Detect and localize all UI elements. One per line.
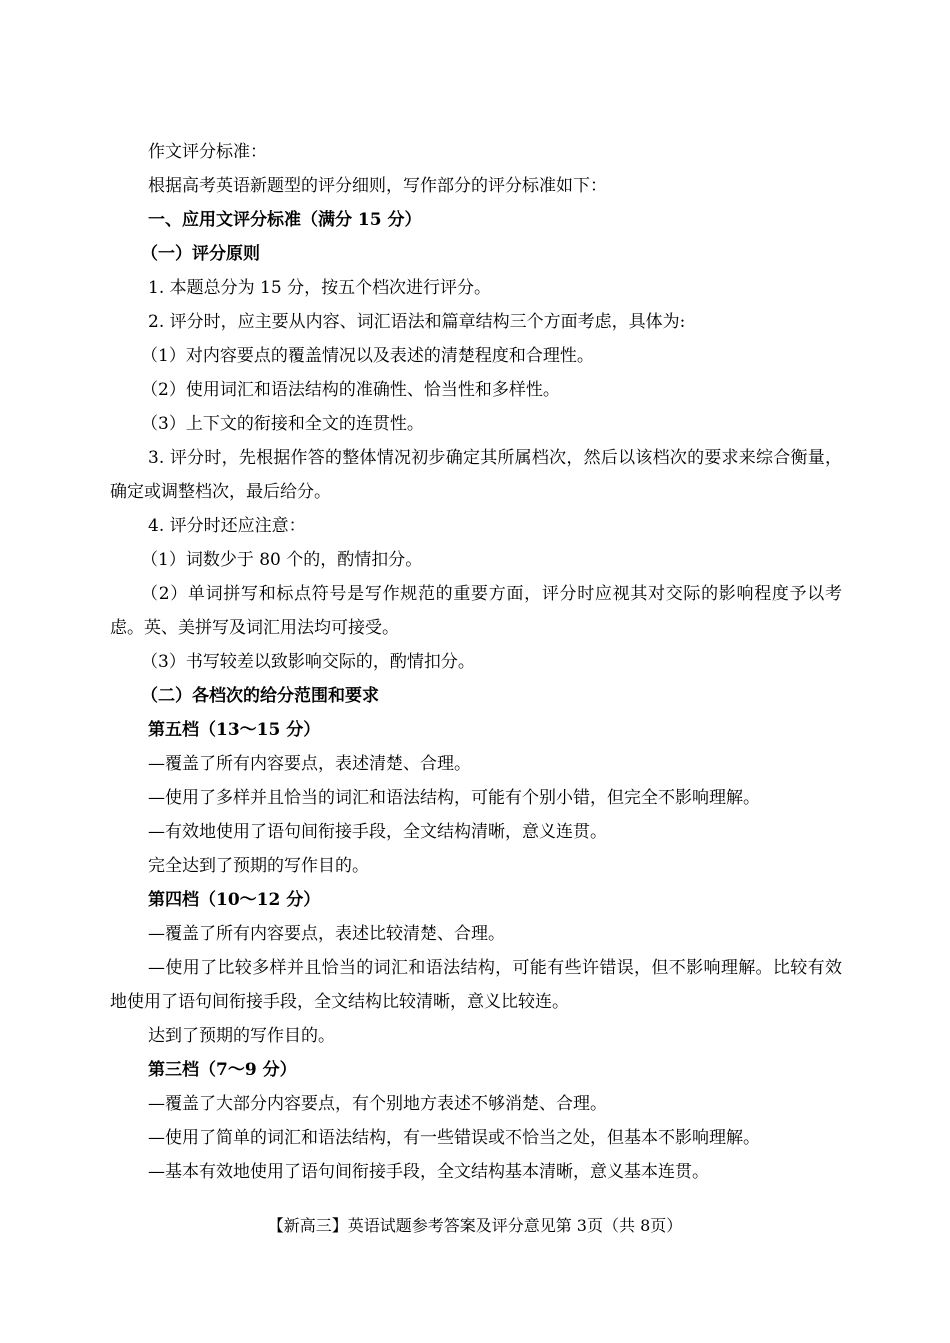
band-4-title: 第四档（10～12 分） [148,890,321,910]
principle-4-item-3: （3）书写较差以致影响交际的，酌情扣分。 [141,652,475,672]
principle-1: 1. 本题总分为 15 分，按五个档次进行评分。 [148,278,492,298]
principle-4-item-1: （1）词数少于 80 个的，酌情扣分。 [141,550,423,570]
principle-4: 4. 评分时还应注意： [148,516,306,536]
page-content [110,135,842,1189]
principle-2-item-1: （1）对内容要点的覆盖情况以及表述的清楚程度和合理性。 [141,346,594,366]
principle-4-item-2: （2）单词拼写和标点符号是写作规范的重要方面，评分时应视其对交际的影响程度予以考虑。英、美拼写及词汇用法均可接受。 [110,584,842,638]
principle-2: 2. 评分时，应主要从内容、词汇语法和篇章结构三个方面考虑，具体为: [148,312,686,332]
band-4-line-1: —覆盖了所有内容要点，表述比较清楚、合理。 [148,924,505,944]
band-3-title: 第三档（7～9 分） [148,1060,297,1080]
band-5-line-2: —使用了多样并且恰当的词汇和语法结构，可能有个别小错，但完全不影响理解。 [148,788,760,808]
band-3-line-2: —使用了简单的词汇和语法结构，有一些错误或不恰当之处，但基本不影响理解。 [148,1128,760,1148]
principle-2-item-2: （2）使用词汇和语法结构的准确性、恰当性和多样性。 [141,380,560,400]
band-3-line-3: —基本有效地使用了语句间衔接手段，全文结构基本清晰，意义基本连贯。 [148,1162,709,1182]
section-title-applied-writing: 一、应用文评分标准（满分 15 分） [148,210,422,230]
band-3-line-1: —覆盖了大部分内容要点，有个别地方表述不够消楚、合理。 [148,1094,607,1114]
band-5-line-4: 完全达到了预期的写作目的。 [148,856,369,876]
intro-title: 作文评分标准： [148,142,267,162]
band-4-line-2: —使用了比较多样并且恰当的词汇和语法结构，可能有些许错误，但不影响理解。比较有效地使用了语句间衔接手段，全文结构比较清晰，意义比较连。 [110,958,842,1012]
band-5-title: 第五档（13～15 分） [148,720,321,740]
principle-3: 3. 评分时，先根据作答的整体情况初步确定其所属档次，然后以该档次的要求来综合衡量，确定或调整档次，最后给分。 [110,448,842,502]
band-5-line-1: —覆盖了所有内容要点，表述清楚、合理。 [148,754,471,774]
band-4-line-3: 达到了预期的写作目的。 [148,1026,335,1046]
subsection-title-principles: （一）评分原则 [141,244,260,264]
band-5-line-3: —有效地使用了语句间衔接手段，全文结构清晰，意义连贯。 [148,822,607,842]
subsection-title-bands: （二）各档次的给分范围和要求 [141,686,379,706]
intro-text: 根据高考英语新题型的评分细则，写作部分的评分标准如下： [148,176,607,196]
page-footer: 【新高三】英语试题参考答案及评分意见第 3页（共 8页） [267,1216,683,1235]
principle-2-item-3: （3）上下文的衔接和全文的连贯性。 [141,414,424,434]
